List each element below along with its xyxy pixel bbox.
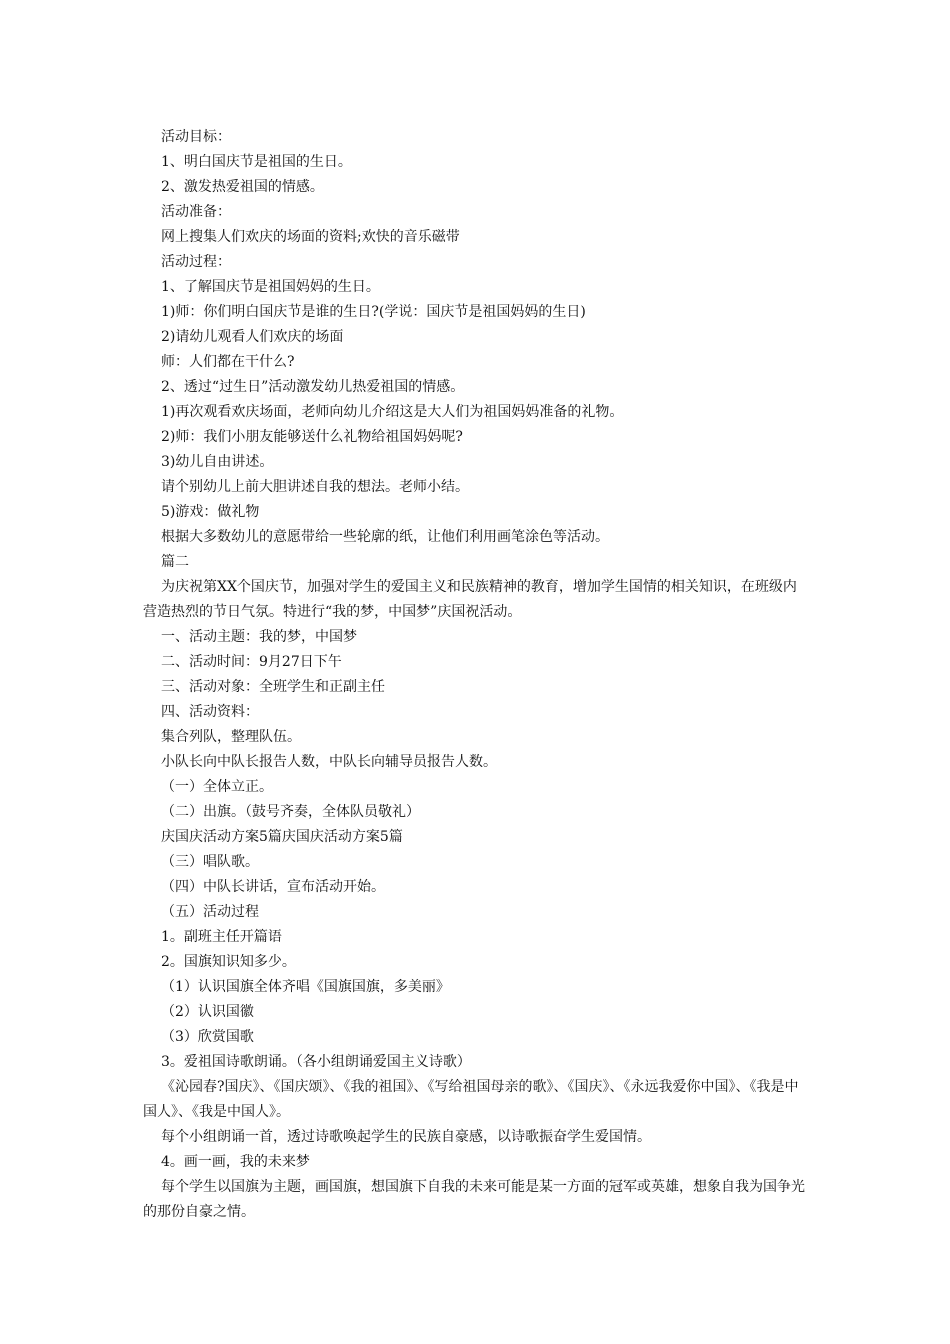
paragraph: 2、透过“过生日”活动激发幼儿热爱祖国的情感。: [161, 379, 465, 395]
paragraph: 4。画一画，我的未来梦: [161, 1154, 310, 1170]
paragraph: （一）全体立正。: [161, 779, 273, 795]
paragraph: （二）出旗。（鼓号齐奏，全体队员敬礼）: [161, 804, 420, 820]
paragraph: 3。爱祖国诗歌朗诵。（各小组朗诵爱国主义诗歌）: [161, 1054, 471, 1070]
paragraph: 1)再次观看欢庆场面，老师向幼儿介绍这是大人们为祖国妈妈准备的礼物。: [161, 404, 624, 420]
paragraph: 三、活动对象：全班学生和正副主任: [161, 679, 385, 695]
paragraph: 活动过程：: [161, 254, 231, 270]
paragraph: 2、激发热爱祖国的情感。: [161, 179, 324, 195]
paragraph: （四）中队长讲话，宣布活动开始。: [161, 879, 385, 895]
paragraph: 2。国旗知识知多少。: [161, 954, 296, 970]
paragraph: 5)游戏：做礼物: [161, 504, 260, 520]
paragraph: 二、活动时间：9月27日下午: [161, 654, 342, 670]
paragraph: 集合列队，整理队伍。: [161, 729, 301, 745]
paragraph: 网上搜集人们欢庆的场面的资料;欢快的音乐磁带: [161, 229, 460, 245]
paragraph: 根据大多数幼儿的意愿带给一些轮廓的纸，让他们利用画笔涂色等活动。: [161, 529, 609, 545]
paragraph: 《沁园春?国庆》、《国庆颂》、《我的祖国》、《写给祖国母亲的歌》、《国庆》、《永远我爱你中国》、《我是中国人》、《我是中国人》。: [143, 1079, 799, 1120]
document-body: [143, 125, 808, 1225]
paragraph: （3）欣赏国歌: [161, 1029, 254, 1045]
paragraph: 2)请幼儿观看人们欢庆的场面: [161, 329, 344, 345]
paragraph: 1。副班主任开篇语: [161, 929, 282, 945]
paragraph: 为庆祝第XX个国庆节，加强对学生的爱国主义和民族精神的教育，增加学生国情的相关知识，在班级内营造热烈的节日气氛。特进行“我的梦，中国梦”庆国祝活动。: [143, 579, 797, 620]
paragraph: 一、活动主题：我的梦，中国梦: [161, 629, 357, 645]
paragraph: （三）唱队歌。: [161, 854, 259, 870]
paragraph: 活动目标：: [161, 129, 231, 145]
paragraph: 1、明白国庆节是祖国的生日。: [161, 154, 352, 170]
section-heading: 篇二: [161, 554, 189, 570]
paragraph: （2）认识国徽: [161, 1004, 254, 1020]
paragraph: 小队长向中队长报告人数，中队长向辅导员报告人数。: [161, 754, 497, 770]
paragraph: 庆国庆活动方案5篇庆国庆活动方案5篇: [161, 829, 403, 845]
paragraph: 3)幼儿自由讲述。: [161, 454, 274, 470]
paragraph: 1、了解国庆节是祖国妈妈的生日。: [161, 279, 380, 295]
paragraph: 请个别幼儿上前大胆讲述自我的想法。老师小结。: [161, 479, 469, 495]
paragraph: 1)师：你们明白国庆节是谁的生日?(学说：国庆节是祖国妈妈的生日): [161, 304, 586, 320]
paragraph: （五）活动过程: [161, 904, 259, 920]
paragraph: 活动准备：: [161, 204, 231, 220]
paragraph: 每个小组朗诵一首，透过诗歌唤起学生的民族自豪感，以诗歌振奋学生爱国情。: [161, 1129, 651, 1145]
paragraph: 2)师：我们小朋友能够送什么礼物给祖国妈妈呢?: [161, 429, 463, 445]
paragraph: （1）认识国旗全体齐唱《国旗国旗，多美丽》: [161, 979, 450, 995]
paragraph: 每个学生以国旗为主题，画国旗，想国旗下自我的未来可能是某一方面的冠军或英雄，想象自我为国争光的那份自豪之情。: [143, 1179, 805, 1220]
paragraph: 师：人们都在干什么?: [161, 354, 295, 370]
paragraph: 四、活动资料：: [161, 704, 259, 720]
